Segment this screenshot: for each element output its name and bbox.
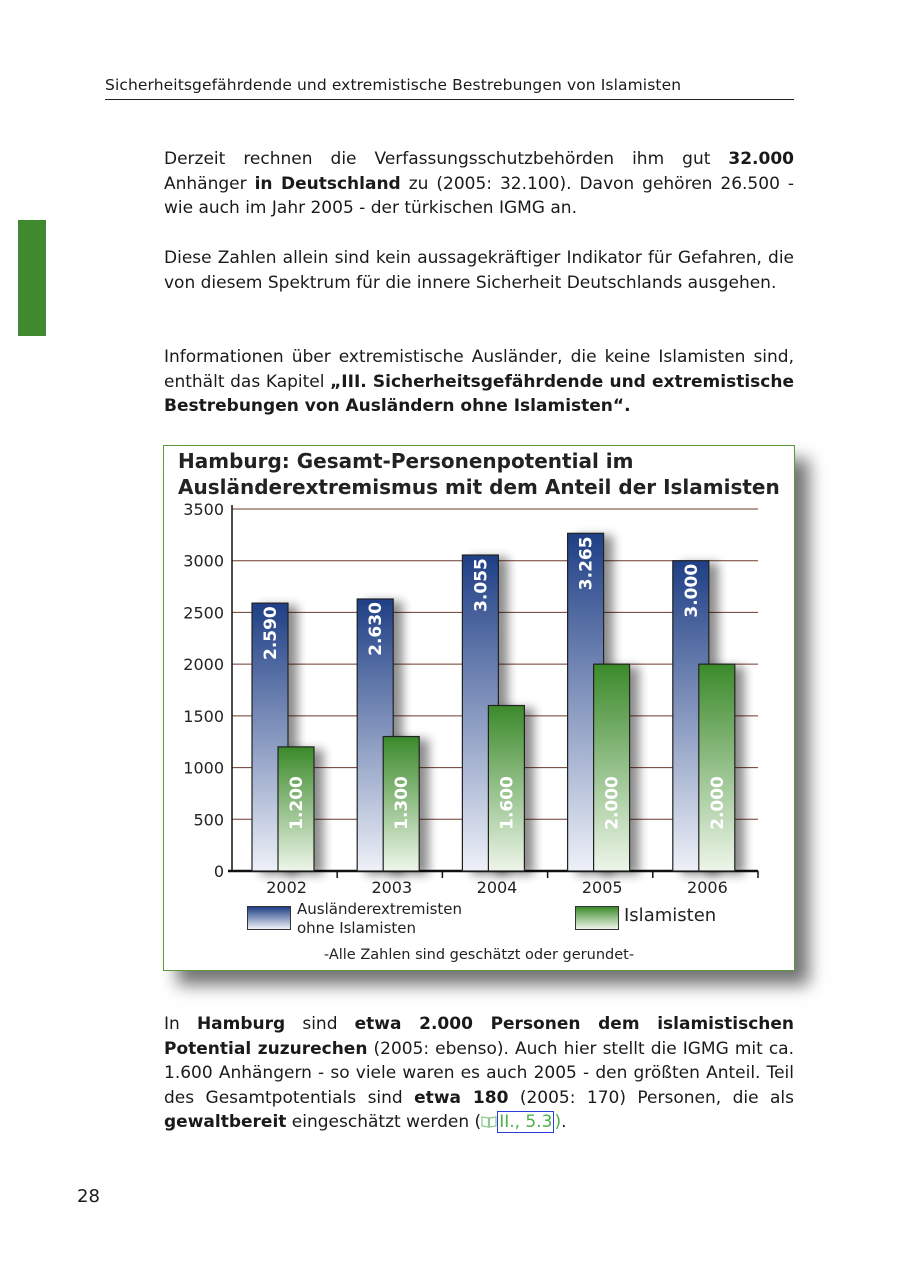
bar-value-label: 2.590 [261, 606, 281, 661]
legend-swatch-foreign-extremists [247, 906, 291, 930]
x-tick-label: 2004 [476, 878, 518, 897]
cross-reference-link[interactable]: II., 5.3 [499, 1112, 553, 1133]
paragraph-3: Informationen über extremistische Ausländer, die keine Islamisten sind, enthält das Kapitel „III. Sicherheitsgefährdende und extremistische Bestrebungen von Ausländern ohne Islamisten“. [164, 347, 794, 417]
y-tick-label: 500 [193, 810, 224, 830]
bar-value-label: 2.000 [707, 776, 728, 830]
legend-label-islamists: Islamisten [624, 905, 717, 926]
x-tick-label: 2002 [266, 878, 307, 897]
x-tick-label: 2006 [687, 878, 728, 897]
chart-footnote: -Alle Zahlen sind geschätzt oder gerundet- [323, 947, 635, 963]
legend-label-foreign-extremists: Ausländerextremisten ohne Islamisten [297, 900, 463, 937]
legend-swatch-islamists [575, 906, 619, 930]
y-tick-label: 1000 [183, 758, 224, 778]
book-icon [481, 1112, 497, 1132]
y-tick-label: 3500 [183, 500, 224, 519]
y-tick-label: 2500 [183, 603, 224, 623]
bar-islamists-2006 [699, 664, 735, 871]
bar-value-label: 3.055 [471, 558, 492, 612]
paragraph-4: In Hamburg sind etwa 2.000 Personen dem islamistischen Potential zuzurechen (2005: ebenso). Auch hier stellt die IGMG mit ca. 1.600 Anhängern - so viele waren es auch 2005 - den größten Anteil. Teil des Gesamtpotentials sind etwa 180 (2005: 170) Personen, die als gewaltbereit eingeschätzt werden ( II., 5.3 ). [164, 1014, 795, 1133]
y-tick-label: 2000 [183, 655, 224, 675]
chart-frame [163, 445, 795, 971]
bar-value-label: 1.200 [287, 776, 307, 830]
chart-title: Hamburg: Gesamt-Personenpotential im Ausländerextremismus mit dem Anteil der Islamisten [178, 449, 780, 499]
y-tick-label: 1500 [183, 706, 224, 726]
bar-value-label: 1.300 [392, 776, 413, 830]
bar-value-label: 2.630 [366, 602, 387, 656]
paragraph-2: Diese Zahlen allein sind kein aussagekräftiger Indikator für Gefahren, die von diesem Spektrum für die innere Sicherheit Deutschlands ausgehen. [164, 248, 794, 293]
bar-value-label: 2.000 [602, 776, 623, 830]
chapter-tab-marker [18, 220, 46, 336]
page-number: 28 [77, 1186, 100, 1207]
bar-chart [164, 446, 794, 970]
bar-value-label: 3.265 [576, 536, 597, 591]
y-tick-label: 0 [213, 862, 224, 881]
running-header: Sicherheitsgefährdende und extremistische Bestrebungen von Islamisten [105, 76, 794, 100]
x-tick-label: 2003 [371, 878, 413, 897]
y-tick-label: 3000 [183, 551, 224, 571]
bar-value-label: 1.600 [497, 776, 518, 830]
bar-islamists-2005 [594, 664, 630, 871]
paragraph-1: Derzeit rechnen die Verfassungsschutzbehörden ihm gut 32.000 Anhänger in Deutschland zu (2005: 32.100). Davon gehören 26.500 - wie auch im Jahr 2005 - der türkischen IGMG an. [164, 149, 794, 219]
x-tick-label: 2005 [581, 878, 623, 897]
bar-value-label: 3.000 [681, 563, 702, 618]
